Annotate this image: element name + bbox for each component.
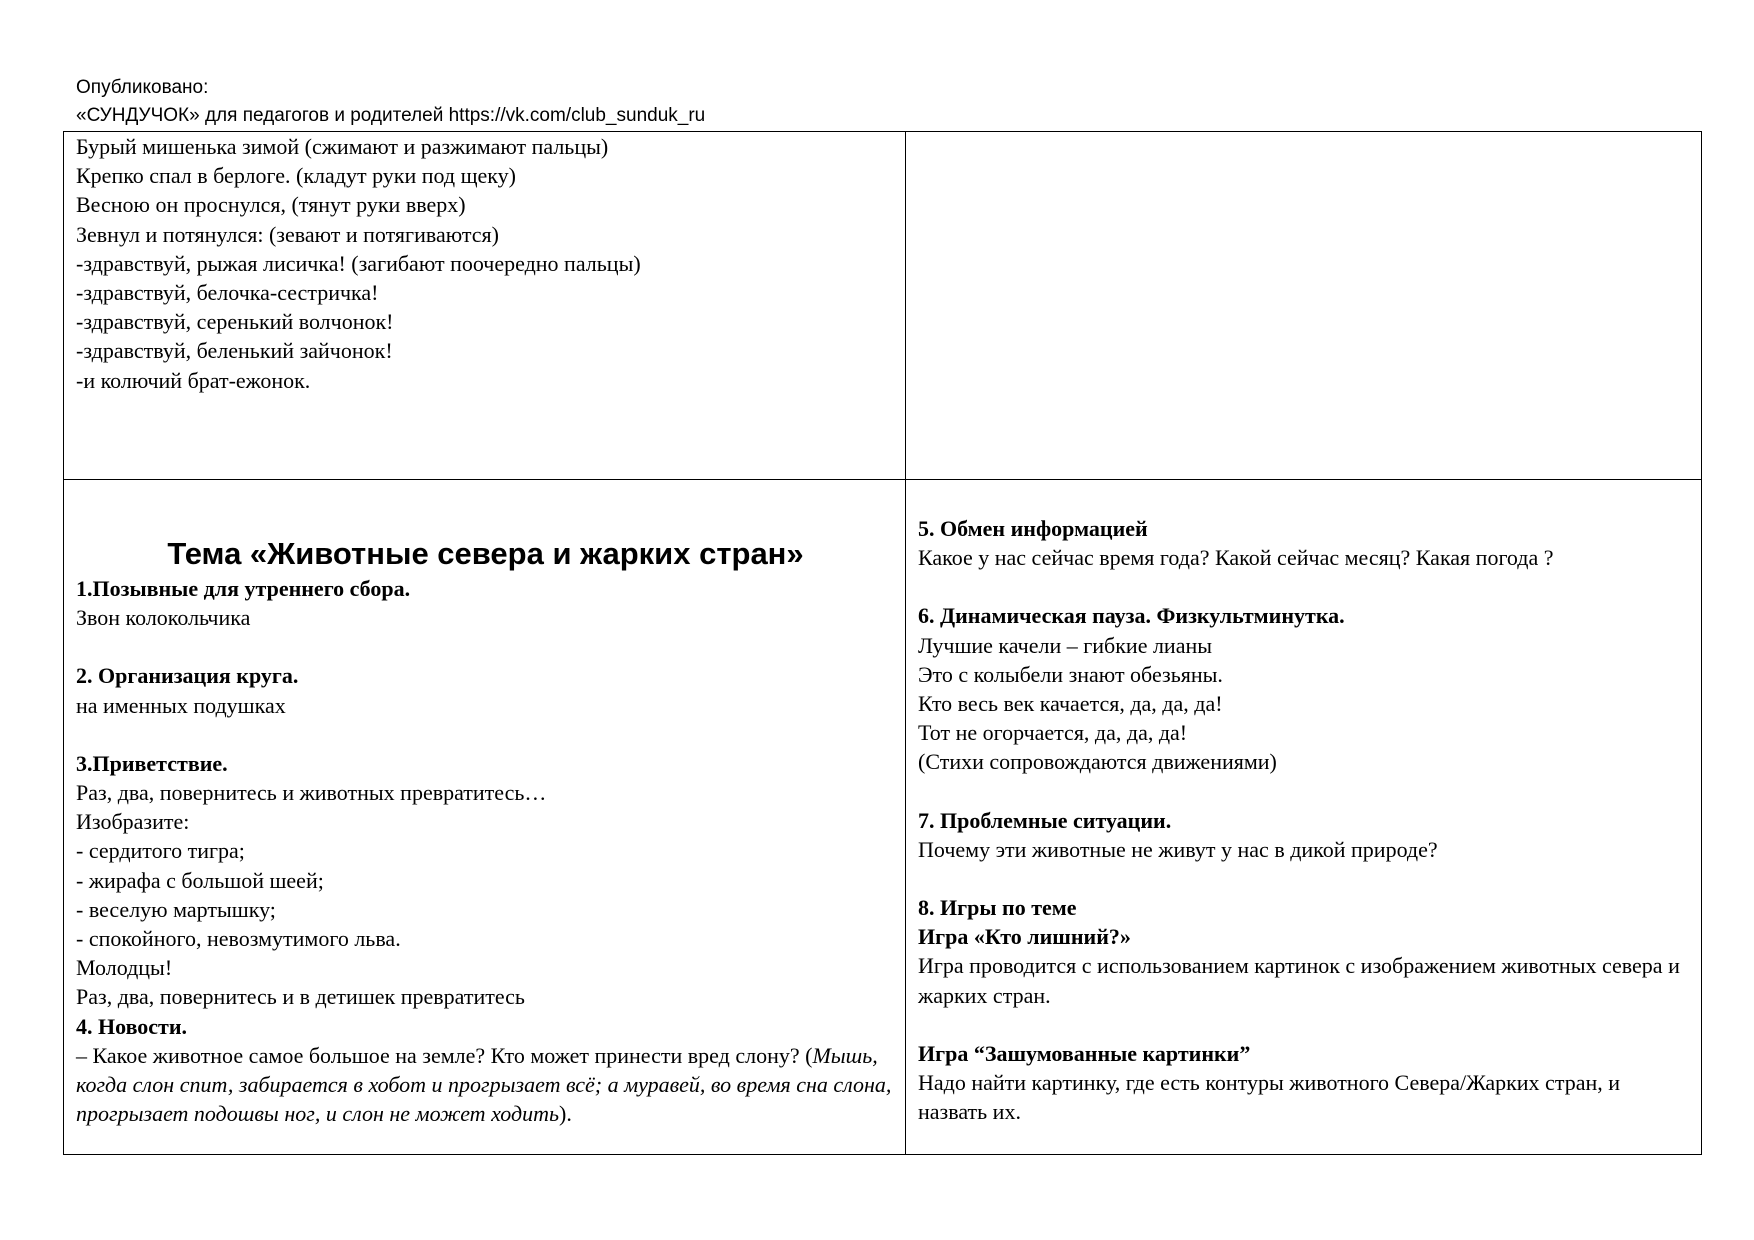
section-text: Какое у нас сейчас время года? Какой сейчас месяц? Какая погода ? — [918, 545, 1554, 571]
section-heading: 4. Новости. — [76, 1013, 188, 1039]
published-label: Опубликовано: — [76, 77, 209, 98]
section-heading: 8. Игры по теме — [918, 895, 1077, 921]
lesson-table — [63, 131, 1702, 1155]
poem-line: -здравствуй, рыжая лисичка! (загибают поочередно пальцы) — [76, 250, 641, 276]
pause-line: (Стихи сопровождаются движениями) — [918, 749, 1277, 775]
poem-line: Зевнул и потянулся: (зевают и потягиваются) — [76, 221, 499, 247]
news-end: ). — [559, 1101, 572, 1127]
pause-line: Лучшие качели – гибкие лианы — [918, 632, 1213, 658]
page-title: Тема «Животные севера и жарких стран» — [167, 536, 804, 571]
greeting-line: - сердитого тигра; — [76, 838, 245, 864]
table-row — [64, 132, 1702, 480]
section-heading: 7. Проблемные ситуации. — [918, 807, 1172, 833]
game-text: Надо найти картинку, где есть контуры животного Севера/Жарких стран, и назвать их. — [918, 1070, 1621, 1125]
section-text: Почему эти животные не живут у нас в дикой природе? — [918, 836, 1438, 862]
section-heading: 3.Приветствие. — [76, 750, 228, 776]
greeting-line: Раз, два, повернитесь и животных превратитесь… — [76, 780, 547, 806]
pause-line: Это с колыбели знают обезьяны. — [918, 661, 1223, 687]
news-question: – Какое животное самое большое на земле? Кто может принести вред слону? ( — [76, 1042, 813, 1068]
section-heading: 5. Обмен информацией — [918, 516, 1148, 541]
pause-line: Кто весь век качается, да, да, да! — [918, 691, 1223, 717]
poem-line: -здравствуй, белочка-сестричка! — [76, 280, 379, 306]
poem-line: Крепко спал в берлоге. (кладут руки под щеку) — [76, 163, 516, 189]
greeting-line: - веселую мартышку; — [76, 896, 276, 922]
poem-cell — [64, 132, 906, 480]
section-heading: 1.Позывные для утреннего сбора. — [76, 576, 411, 601]
greeting-line: Раз, два, повернитесь и в детишек превратитесь — [76, 984, 525, 1010]
right-plan-cell — [906, 480, 1702, 1155]
game-title: Игра «Кто лишний?» — [918, 924, 1131, 950]
section-text: на именных подушках — [76, 692, 286, 718]
source-line: «СУНДУЧОК» для педагогов и родителей https://vk.com/club_sunduk_ru — [76, 105, 706, 126]
pause-line: Тот не огорчается, да, да, да! — [918, 720, 1188, 746]
greeting-line: Изобразите: — [76, 809, 190, 835]
publication-header — [76, 74, 705, 130]
game-title: Игра “Зашумованные картинки” — [918, 1040, 1251, 1066]
greeting-line: Молодцы! — [76, 955, 173, 981]
poem-line: -здравствуй, беленький зайчонок! — [76, 338, 393, 364]
poem-line: Бурый мишенька зимой (сжимают и разжимают пальцы) — [76, 134, 609, 159]
section-heading: 6. Динамическая пауза. Физкультминутка. — [918, 603, 1345, 629]
news-text — [76, 1041, 895, 1129]
game-text: Игра проводится с использованием картинок с изображением животных севера и жарких стран. — [918, 953, 1680, 1008]
section-heading: 2. Организация круга. — [76, 663, 299, 689]
greeting-line: - жирафа с большой шеей; — [76, 867, 324, 893]
empty-cell — [906, 132, 1702, 480]
poem-line: -и колючий брат-ежонок. — [76, 367, 311, 393]
section-text: Звон колокольчика — [76, 605, 251, 631]
left-plan-cell — [64, 480, 906, 1155]
poem-line: Весною он проснулся, (тянут руки вверх) — [76, 192, 466, 218]
news-answer: Мышь, когда слон спит, забирается в хобот и прогрызает всё; а муравей, во время сна слона, прогрызает подошвы ног, и слон не может ходить — [76, 1042, 892, 1127]
table-row — [64, 480, 1702, 1155]
greeting-line: - спокойного, невозмутимого льва. — [76, 926, 401, 952]
poem-line: -здравствуй, серенький волчонок! — [76, 309, 394, 335]
